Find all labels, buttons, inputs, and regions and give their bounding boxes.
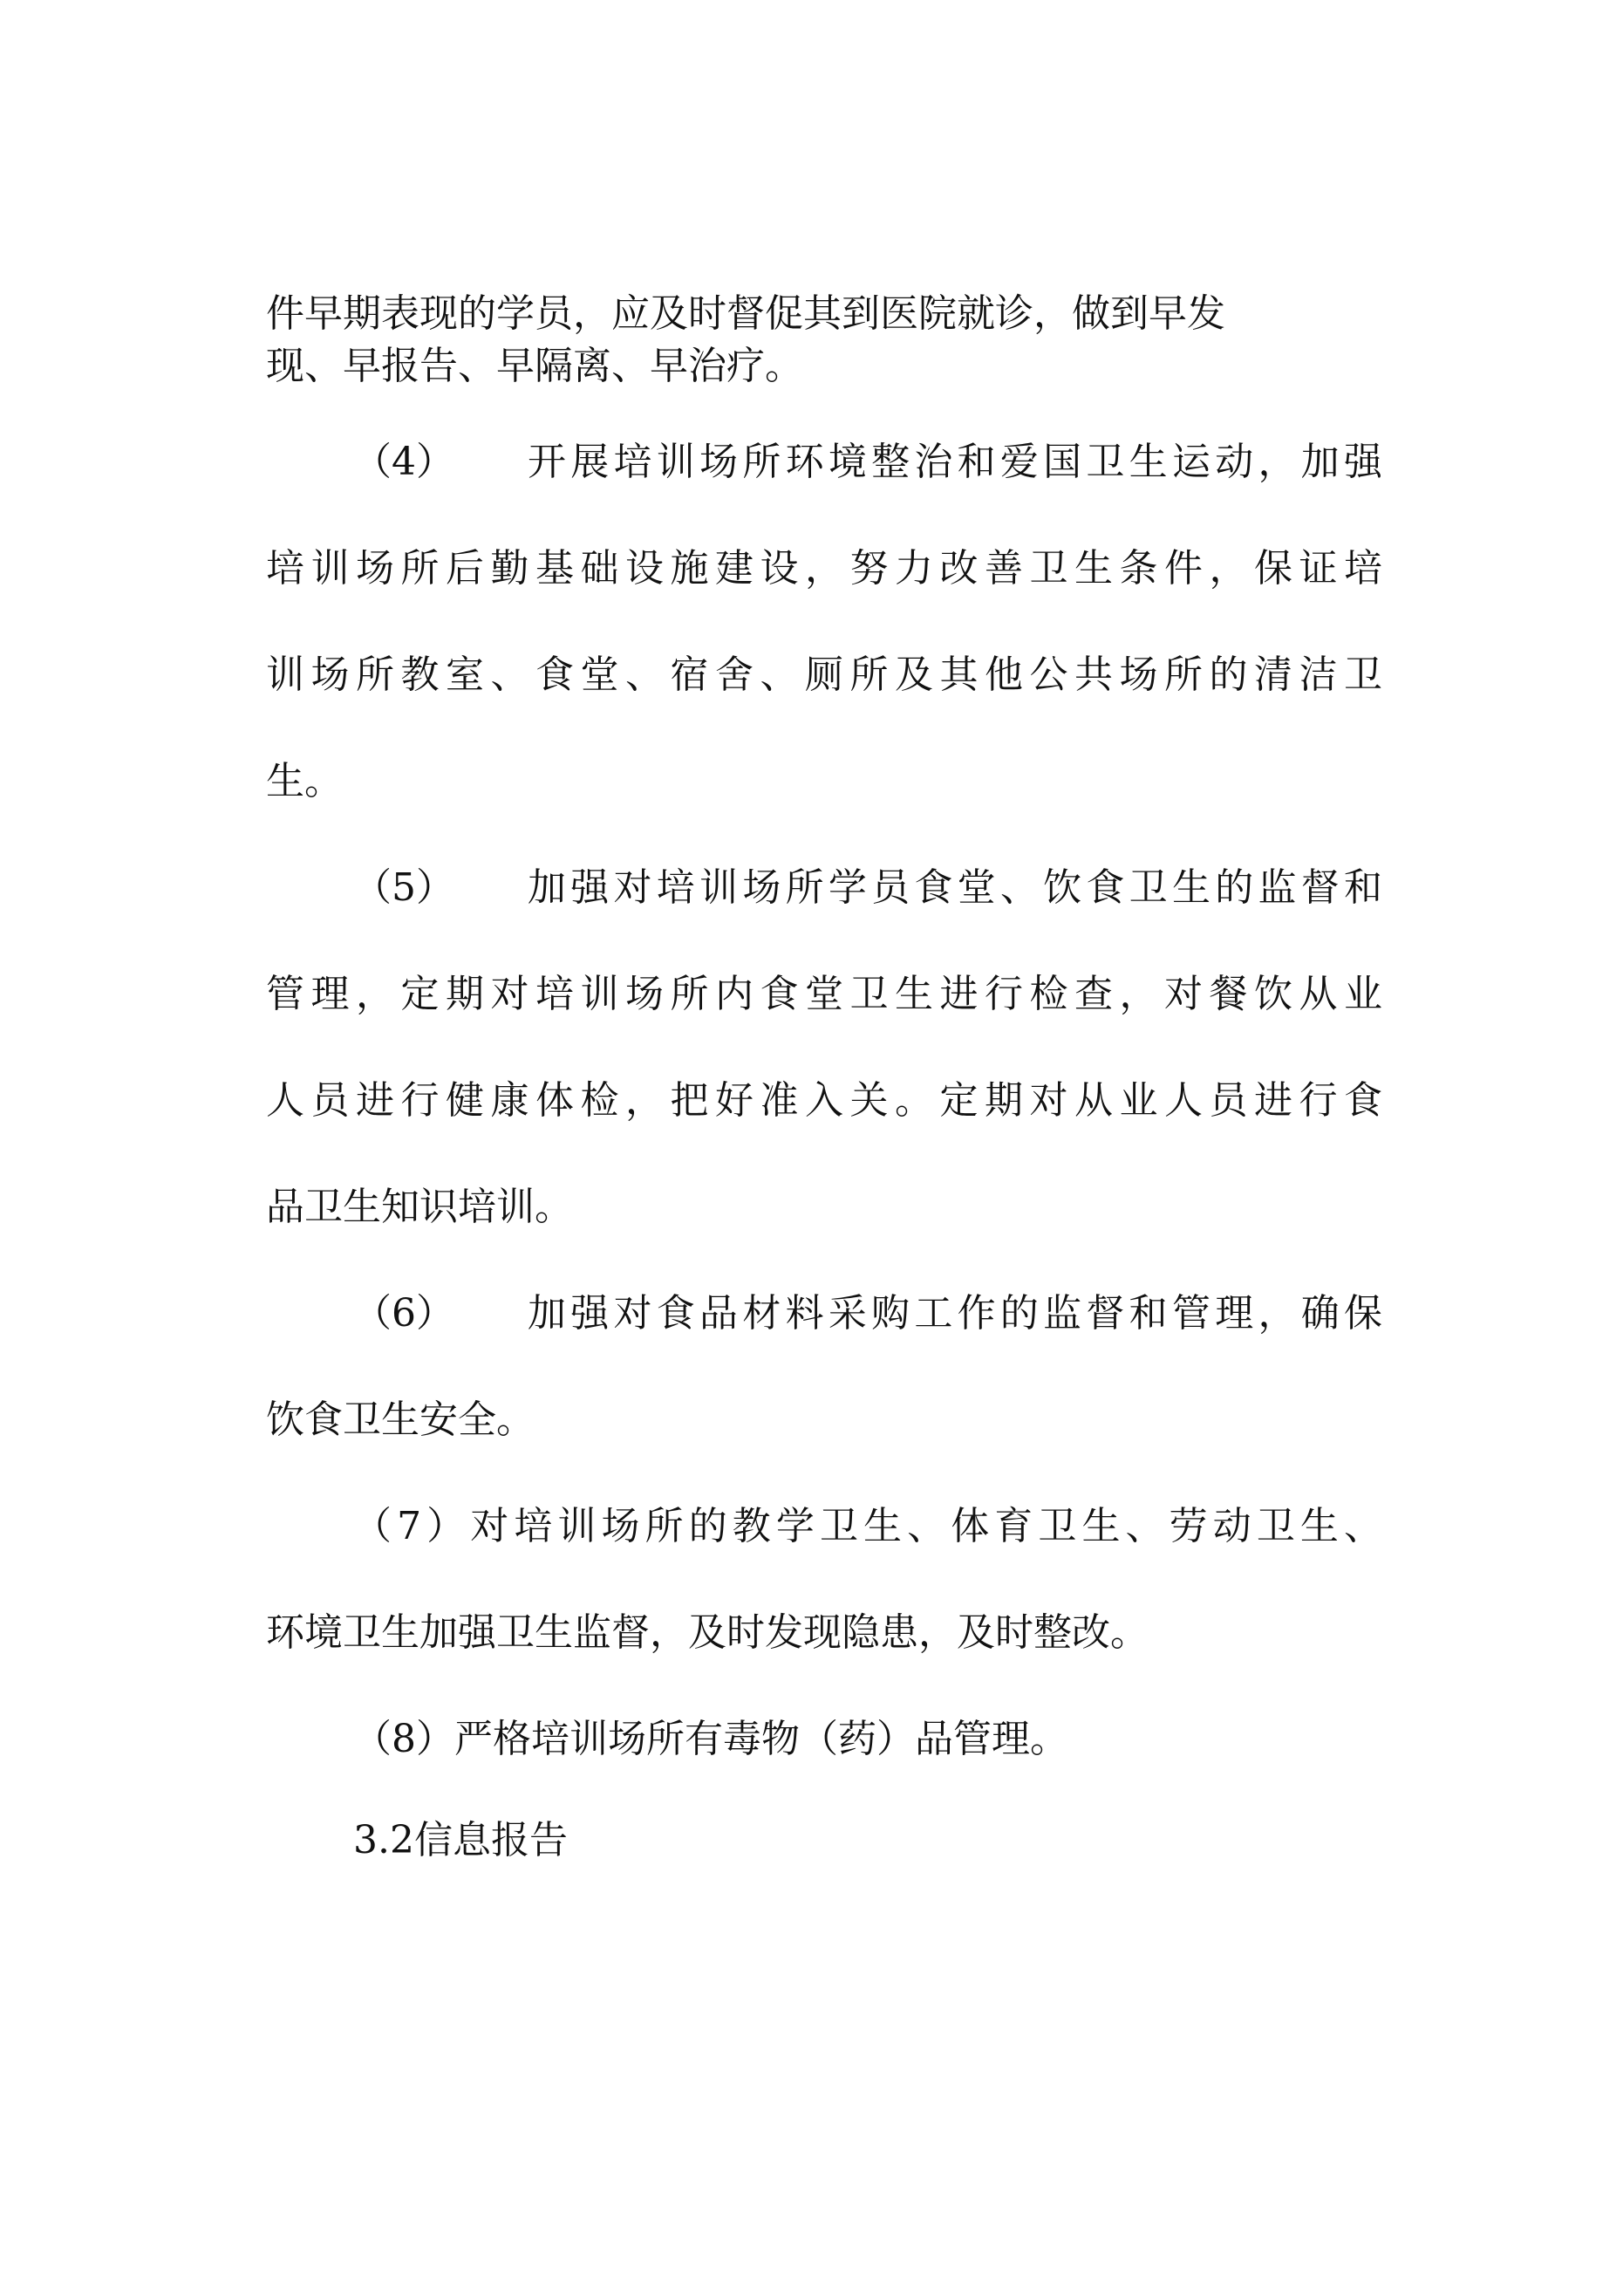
item-5-number: （5） xyxy=(353,865,454,910)
item-4-line-4: 生。 xyxy=(266,759,343,803)
section-heading: 3.2信息报告 xyxy=(353,1818,568,1862)
item-4-line-2: 培训场所后勤基础设施建设，努力改善卫生条件，保证培 xyxy=(266,546,1382,591)
item-8-line-1: （8）严格培训场所有毒物（药）品管理。 xyxy=(353,1717,1068,1761)
item-4-line-3: 训场所教室、食堂、宿舍、厕所及其他公共场所的清洁卫 xyxy=(266,653,1382,697)
item-7-line-2: 环境卫生加强卫生监督，及时发现隐患，及时整改。 xyxy=(266,1610,1149,1655)
item-6-line-1: 加强对食品材料采购工作的监督和管理，确保 xyxy=(528,1291,1382,1336)
item-5-line-4: 品卫生知识培训。 xyxy=(266,1185,573,1229)
item-7-line-1: （7）对培训场所的教学卫生、体育卫生、劳动卫生、 xyxy=(353,1504,1382,1548)
item-6-line-2: 饮食卫生安全。 xyxy=(266,1397,535,1442)
item-5-line-3: 人员进行健康体检，把好准入关。定期对从业人员进行食 xyxy=(266,1078,1382,1123)
item-5-line-2: 管理，定期对培训场所内食堂卫生进行检查，对餐饮从业 xyxy=(266,972,1382,1016)
paragraph-1-line-1: 件早期表现的学员，应及时督促其到医院就诊，做到早发 xyxy=(266,291,1225,336)
item-6-number: （6） xyxy=(353,1291,454,1336)
item-4-number: （4） xyxy=(353,440,454,484)
item-4-line-1: 开展培训场所环境整治和爱国卫生运动，加强 xyxy=(528,440,1382,484)
item-5-line-1: 加强对培训场所学员食堂、饮食卫生的监督和 xyxy=(528,865,1382,910)
paragraph-1-line-2: 现、早报告、早隔离、早治疗。 xyxy=(266,344,803,388)
